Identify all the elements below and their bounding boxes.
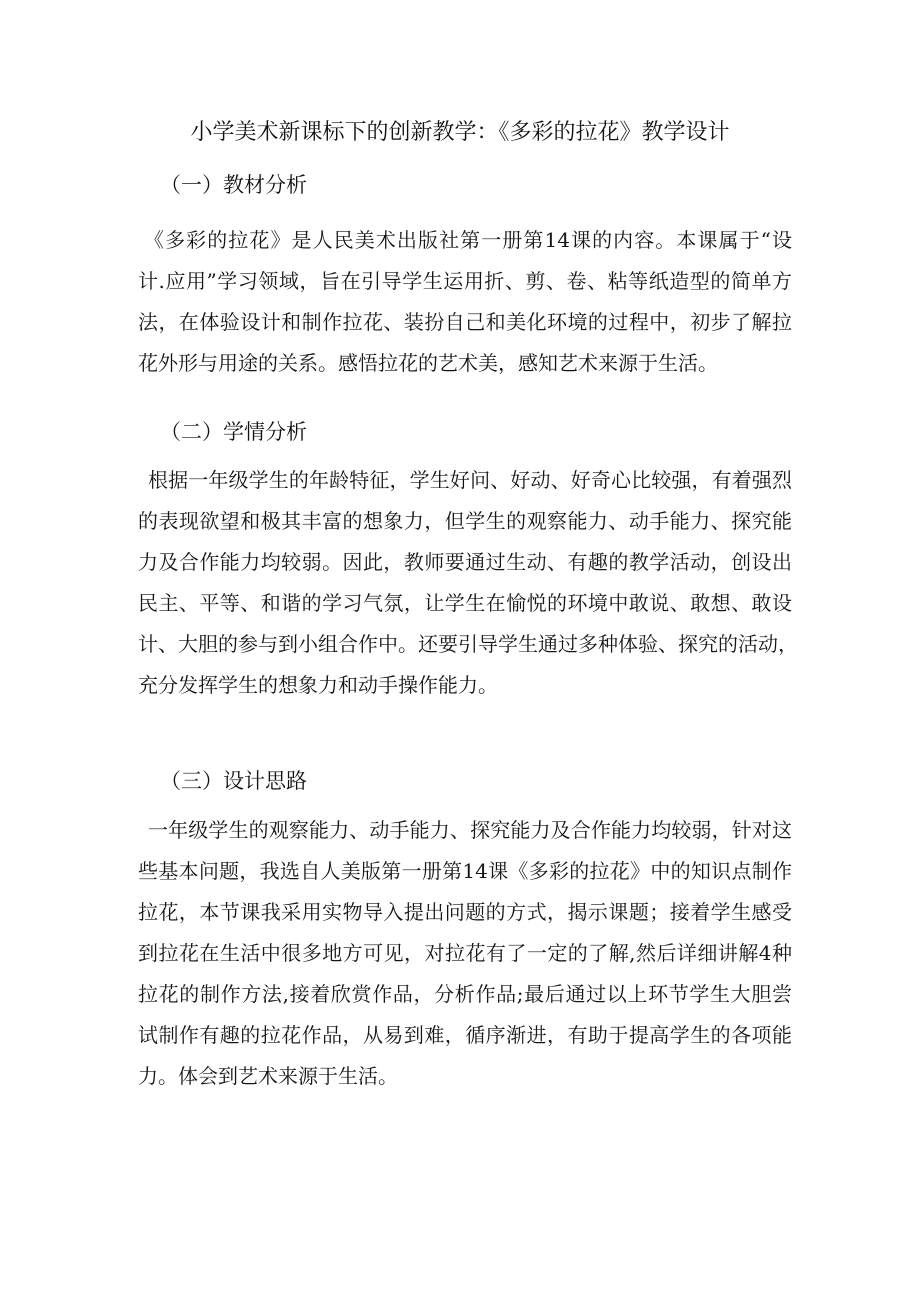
section-heading-students: （二）学情分析 — [160, 420, 307, 444]
paragraph-line: 花外形与用途的关系。感悟拉花的艺术美，感知艺术来源于生活。 — [138, 351, 718, 375]
paragraph-line: 计.应用”学习领域，旨在引导学生运用折、剪、卷、粘等纸造型的简单方 — [138, 269, 792, 293]
section-heading-materials: （一）教材分析 — [160, 173, 307, 197]
section-body-design — [138, 810, 792, 1097]
paragraph-line: 民主、平等、和谐的学习气氛，让学生在愉悦的环境中敢说、敢想、敢设 — [138, 591, 792, 615]
section-body-materials — [138, 220, 792, 384]
paragraph-line: 力。体会到艺术来源于生活。 — [138, 1064, 398, 1088]
paragraph-line: 《多彩的拉花》是人民美术出版社第一册第14课的内容。本课属于“设 — [144, 228, 792, 252]
paragraph-line: 法，在体验设计和制作拉花、装扮自己和美化环境的过程中，初步了解拉 — [138, 310, 792, 334]
paragraph-line: 拉花的制作方法,接着欣赏作品，分析作品;最后通过以上环节学生大胆尝 — [138, 982, 792, 1006]
paragraph-line: 充分发挥学生的想象力和动手操作能力。 — [138, 673, 498, 697]
section-heading-design: （三）设计思路 — [160, 769, 307, 793]
paragraph-line: 试制作有趣的拉花作品，从易到难，循序渐进，有助于提高学生的各项能 — [138, 1023, 792, 1047]
paragraph-line: 计、大胆的参与到小组合作中。还要引导学生通过多种体验、探究的活动， — [138, 632, 798, 656]
section-body-students — [138, 460, 798, 706]
paragraph-line: 些基本问题，我选自人美版第一册第14课《多彩的拉花》中的知识点制作 — [138, 859, 792, 883]
paragraph-line: 根据一年级学生的年龄特征，学生好问、好动、好奇心比较强，有着强烈 — [148, 468, 792, 492]
paragraph-line: 到拉花在生活中很多地方可见，对拉花有了一定的了解,然后详细讲解4种 — [138, 941, 792, 965]
paragraph-line: 拉花，本节课我采用实物导入提出问题的方式，揭示课题；接着学生感受 — [138, 900, 792, 924]
paragraph-line: 的表现欲望和极其丰富的想象力，但学生的观察能力、动手能力、探究能 — [138, 509, 792, 533]
paragraph-line: 一年级学生的观察能力、动手能力、探究能力及合作能力均较弱，针对这 — [148, 818, 792, 842]
document-title: 小学美术新课标下的创新教学：《多彩的拉花》教学设计 — [190, 120, 730, 145]
paragraph-line: 力及合作能力均较弱。因此，教师要通过生动、有趣的教学活动，创设出 — [138, 550, 792, 574]
